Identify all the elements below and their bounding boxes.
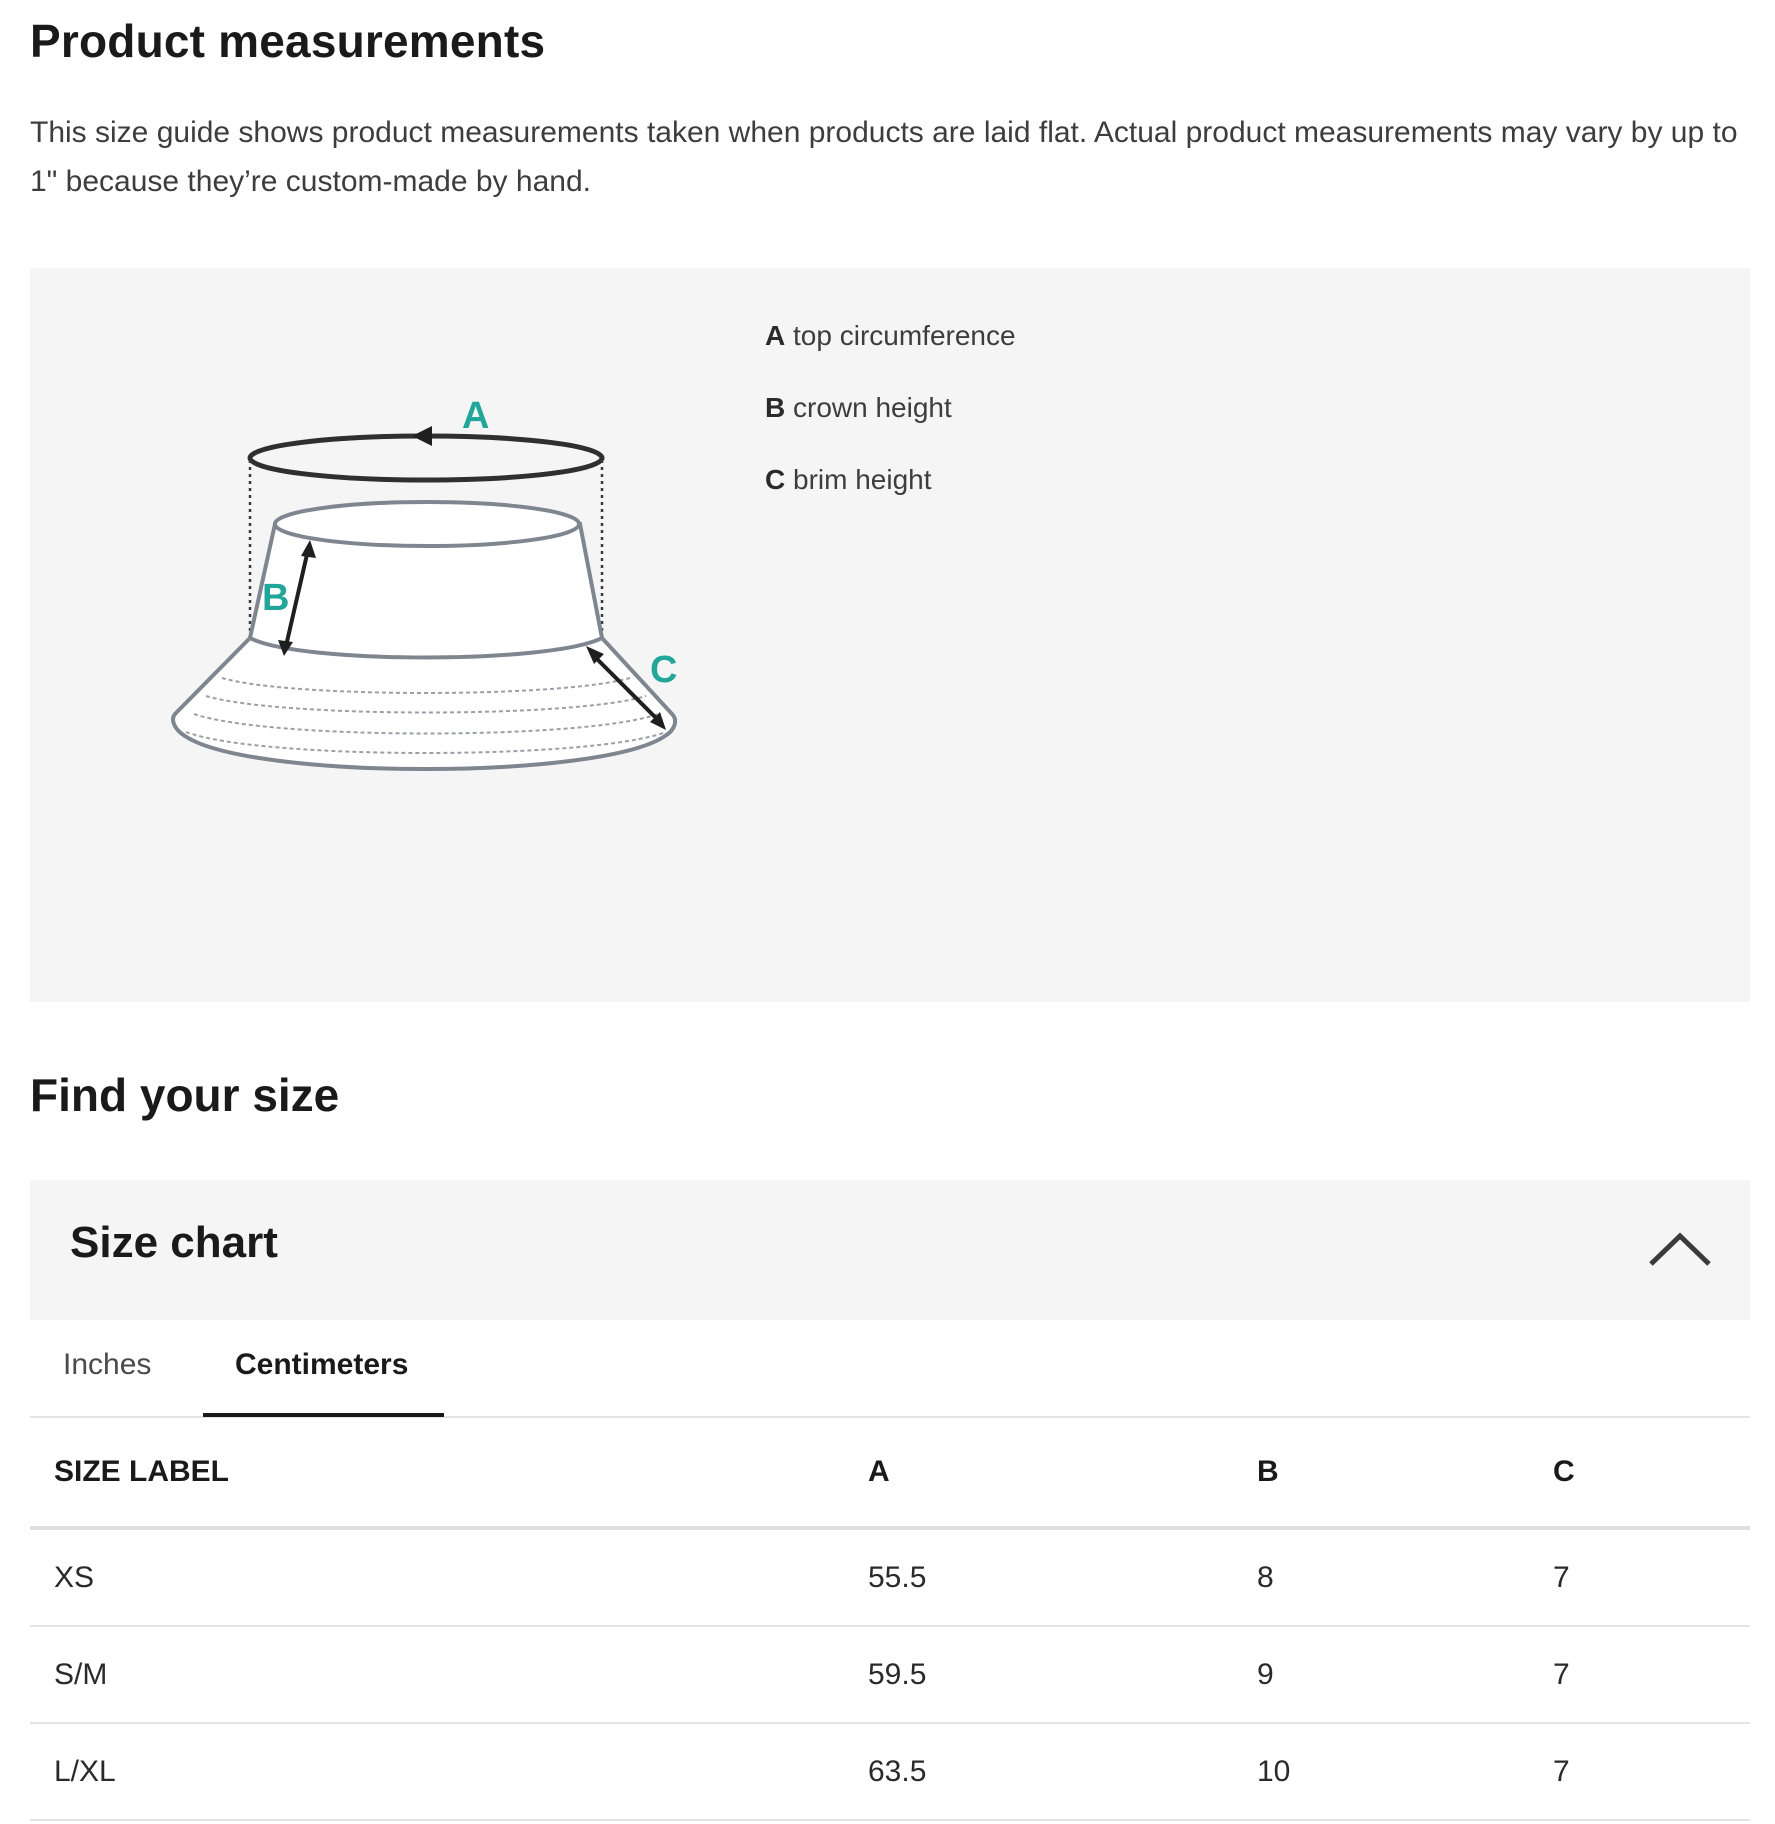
legend-text: crown height — [793, 392, 952, 423]
circumference-arrowhead — [412, 426, 432, 446]
column-header-a: A — [844, 1418, 1233, 1528]
column-header-size-label: SIZE LABEL — [30, 1418, 844, 1528]
a-value-cell: 59.5 — [844, 1626, 1233, 1723]
size-label-cell: S/M — [30, 1626, 844, 1723]
size-label-cell: L/XL — [30, 1723, 844, 1820]
table-header-row — [30, 1418, 1750, 1528]
bucket-hat-diagram — [130, 348, 690, 868]
size-guide-intro: This size guide shows product measurements taken when products are laid flat. Actual product measurements may vary by up to 1" because they’re custom-made by hand. — [30, 116, 1738, 198]
measurement-diagram-panel — [30, 268, 1750, 1002]
tab-centimeters[interactable]: Centimeters — [235, 1348, 409, 1381]
product-measurements-heading: Product measurements — [30, 15, 546, 67]
size-chart-accordion-toggle[interactable] — [30, 1180, 1750, 1320]
marker-a: A — [462, 395, 490, 437]
column-header-c: C — [1529, 1418, 1750, 1528]
legend-letter: A — [765, 320, 786, 351]
table-row — [30, 1528, 1750, 1626]
b-value-cell: 9 — [1233, 1626, 1529, 1723]
unit-tabs — [30, 1320, 1750, 1418]
b-value-cell: 8 — [1233, 1528, 1529, 1626]
hat-top — [275, 502, 579, 546]
measurement-legend — [765, 316, 1016, 532]
chevron-up-icon[interactable] — [1648, 1228, 1712, 1268]
tab-inches[interactable]: Inches — [63, 1348, 152, 1381]
column-header-b: B — [1233, 1418, 1529, 1528]
legend-item-c — [765, 460, 1016, 532]
size-table — [30, 1418, 1750, 1821]
legend-item-a — [765, 316, 1016, 388]
legend-text: top circumference — [793, 320, 1016, 351]
b-value-cell: 10 — [1233, 1723, 1529, 1820]
marker-b: B — [262, 577, 290, 619]
marker-c: C — [650, 649, 678, 691]
a-value-cell: 55.5 — [844, 1528, 1233, 1626]
find-your-size-heading: Find your size — [30, 1069, 340, 1121]
active-tab-indicator — [203, 1413, 444, 1417]
table-row — [30, 1723, 1750, 1820]
c-value-cell: 7 — [1529, 1723, 1750, 1820]
a-value-cell: 63.5 — [844, 1723, 1233, 1820]
size-chart-title: Size chart — [70, 1218, 278, 1267]
size-label-cell: XS — [30, 1528, 844, 1626]
legend-letter: C — [765, 464, 786, 495]
table-row — [30, 1626, 1750, 1723]
legend-text: brim height — [793, 464, 932, 495]
c-value-cell: 7 — [1529, 1626, 1750, 1723]
legend-letter: B — [765, 392, 786, 423]
legend-item-b — [765, 388, 1016, 460]
c-value-cell: 7 — [1529, 1528, 1750, 1626]
